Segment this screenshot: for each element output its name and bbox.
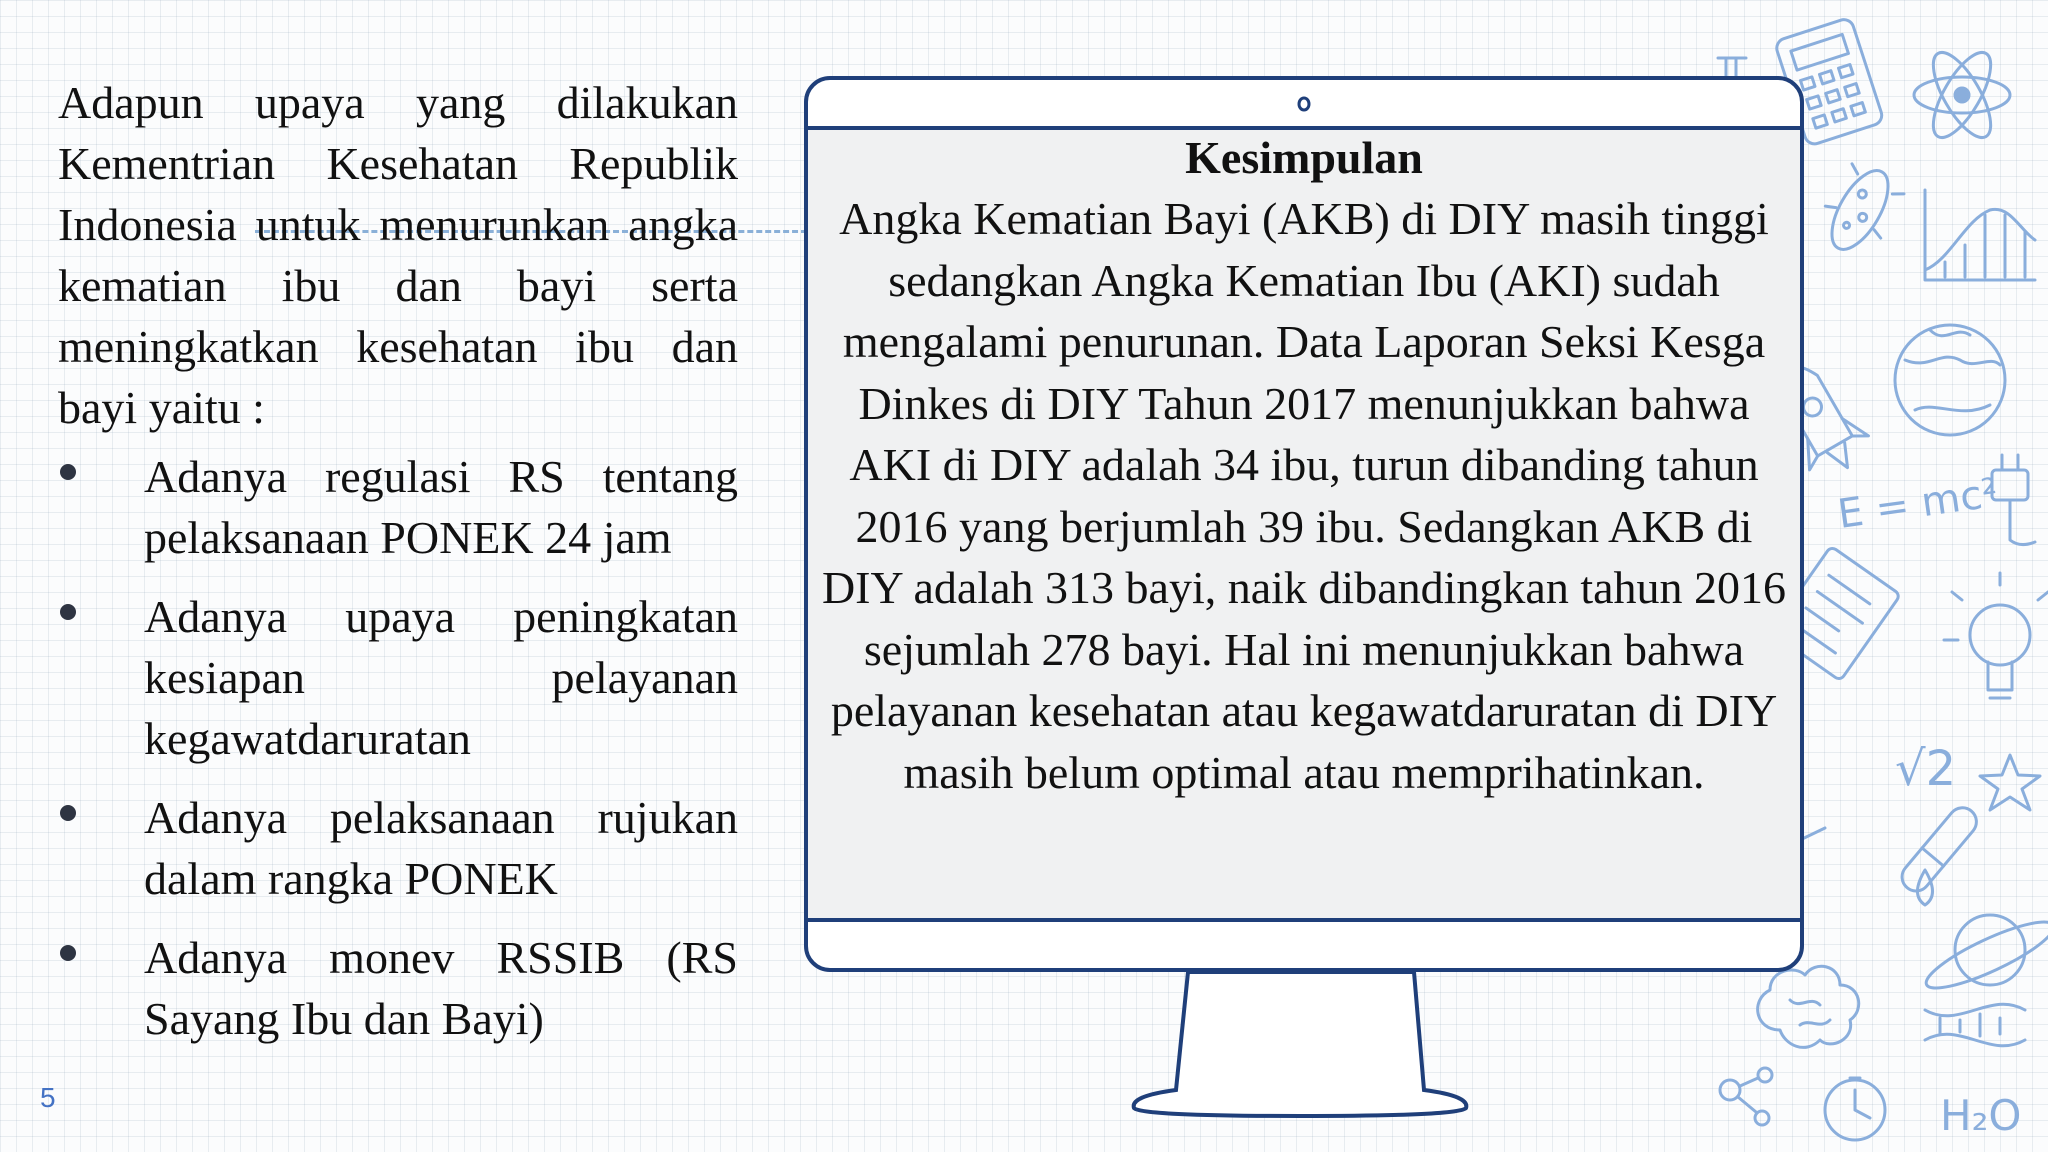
sqrt2-formula: √2 — [1895, 741, 1957, 797]
bullet-text: Adanya regulasi RS tentang pelaksanaan PONEK 24 jam — [144, 451, 738, 563]
intro-paragraph: Adapun upaya yang dilakukan Kementrian Kesehatan Republik Indonesia untuk menurunkan angka kematian ibu dan bayi serta meningkatkan kesehatan ibu dan bayi yaitu : — [58, 77, 738, 433]
slide-number: 5 — [40, 1082, 56, 1113]
bullet-text: Adanya pelaksanaan rujukan dalam rangka PONEK — [144, 792, 738, 904]
monitor-stand — [1134, 972, 1467, 1116]
conclusion-title: Kesimpulan — [1185, 132, 1423, 183]
bullet-text: Adanya upaya peningkatan kesiapan pelayanan kegawatdaruratan — [144, 591, 738, 764]
h2o-formula: H₂O — [1940, 1091, 2022, 1140]
conclusion-body: Angka Kematian Bayi (AKB) di DIY masih tinggi sedangkan Angka Kematian Ibu (AKI) sudah mengalami penurunan. Data Laporan Seksi Kesga Dinkes di DIY Tahun 2017 menunjukkan bahwa AKI di DIY adalah 34 ibu, turun dibanding tahun 2016 yang berjumlah 39 ibu. Sedangkan AKB di DIY adalah 313 bayi, naik dibandingkan tahun 2016 sejumlah 278 bayi. Hal ini menunjukkan bahwa pelayanan kesehatan atau kegawatdaruratan di DIY masih belum optimal atau memprihatinkan. — [821, 193, 1787, 798]
monitor-screen-content — [812, 128, 1796, 918]
emc2-formula: E = mc² — [1834, 469, 2002, 538]
bullet-text: Adanya monev RSSIB (RS Sayang Ibu dan Bayi) — [144, 932, 738, 1044]
